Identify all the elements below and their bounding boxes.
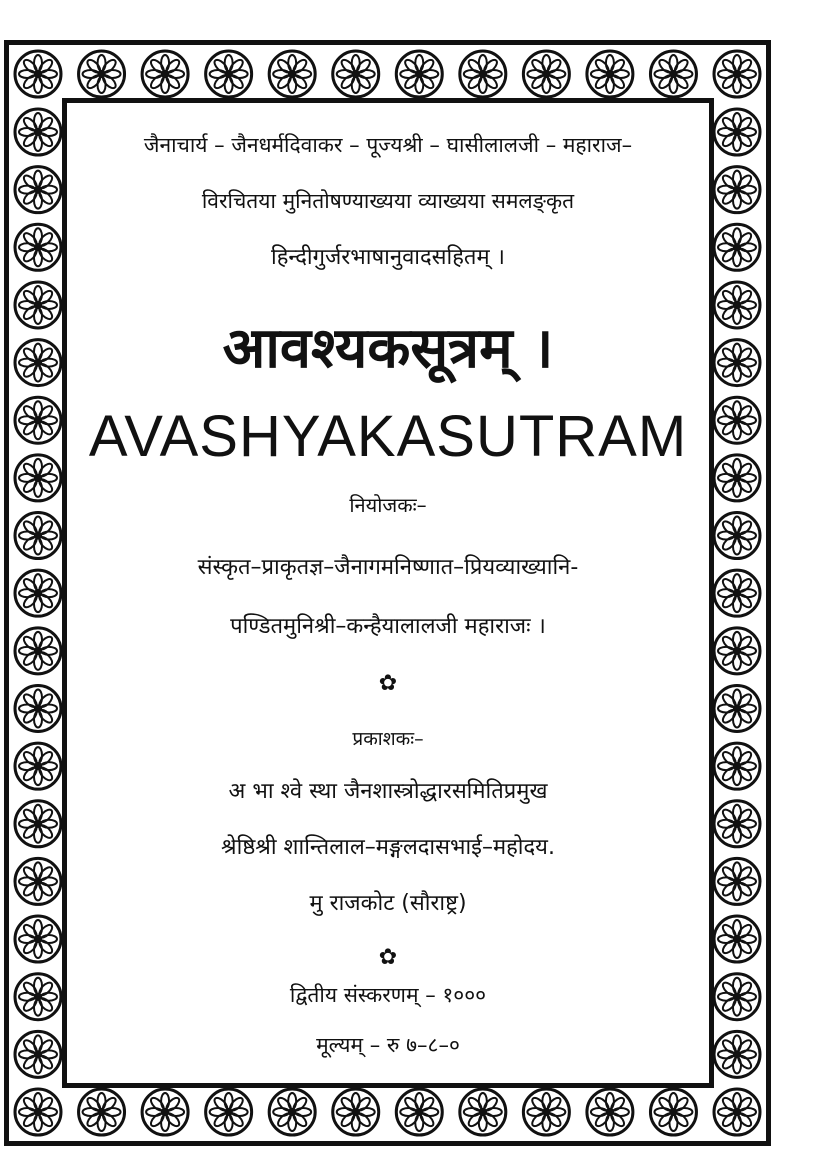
niyojaka-line-2: पण्डितमुनिश्री–कन्हैयालालजी महाराजः ।	[230, 614, 546, 639]
floral-medallion-icon	[15, 916, 61, 962]
floral-medallion-icon	[714, 167, 760, 213]
floral-medallion-icon	[333, 51, 379, 97]
floral-medallion-icon	[142, 1089, 188, 1135]
floral-medallion-icon	[15, 167, 61, 213]
floral-medallion-icon	[714, 282, 760, 328]
floral-medallion-icon	[15, 570, 61, 616]
prakashaka-label: प्रकाशकः–	[352, 728, 424, 750]
floral-medallion-icon	[15, 801, 61, 847]
floral-medallion-icon	[206, 51, 252, 97]
floral-medallion-icon	[333, 1089, 379, 1135]
floral-medallion-icon	[714, 974, 760, 1020]
price-line: मूल्यम् – रु ७–८–०	[316, 1033, 460, 1057]
floral-medallion-icon	[15, 224, 61, 270]
niyojaka-label: नियोजकः–	[349, 493, 427, 517]
floral-medallion-icon	[587, 1089, 633, 1135]
floral-medallion-icon	[714, 51, 760, 97]
floral-medallion-icon	[396, 1089, 442, 1135]
prakashaka-line-3: मु राजकोट (सौराष्ट्र)	[309, 891, 467, 916]
floral-medallion-icon	[15, 628, 61, 674]
floral-medallion-icon	[714, 340, 760, 386]
floral-medallion-icon	[15, 340, 61, 386]
floral-medallion-icon	[15, 455, 61, 501]
floral-medallion-icon	[460, 1089, 506, 1135]
flower-divider-icon: ✿	[378, 671, 398, 696]
floral-medallion-icon	[79, 1089, 125, 1135]
floral-medallion-icon	[142, 51, 188, 97]
floral-medallion-icon	[650, 51, 696, 97]
floral-medallion-icon	[714, 570, 760, 616]
floral-medallion-icon	[714, 801, 760, 847]
floral-medallion-icon	[714, 455, 760, 501]
prakashaka-line-2: श्रेष्ठिश्री शान्तिलाल–मङ्गलदासभाई–महोदय.	[221, 835, 555, 860]
floral-medallion-icon	[79, 51, 125, 97]
floral-medallion-icon	[269, 51, 315, 97]
floral-medallion-icon	[650, 1089, 696, 1135]
author-line-2: विरचितया मुनितोषण्याख्यया व्याख्यया समलङ्कृत	[201, 189, 575, 213]
prakashaka-line-1: अ भा श्वे स्था जैनशास्त्रोद्धारसमितिप्रमुख	[228, 779, 548, 804]
floral-medallion-icon	[714, 513, 760, 559]
floral-medallion-icon	[15, 513, 61, 559]
floral-medallion-icon	[714, 1089, 760, 1135]
title-page	[62, 98, 714, 1088]
floral-medallion-icon	[714, 224, 760, 270]
floral-medallion-icon	[15, 397, 61, 443]
edition-line: द्वितीय संस्करणम् – १०००	[289, 983, 487, 1007]
title-devanagari: आवश्यकसूत्रम् ।	[222, 316, 554, 381]
floral-medallion-icon	[396, 51, 442, 97]
niyojaka-line-1: संस्कृत–प्राकृतज्ञ–जैनागमनिष्णात–प्रियव्याख्यानि-	[197, 555, 579, 580]
author-line-1: जैनाचार्य – जैनधर्मदिवाकर – पूज्यश्री – घासीलालजी – महाराज–	[143, 133, 633, 157]
floral-medallion-icon	[15, 109, 61, 155]
floral-medallion-icon	[523, 1089, 569, 1135]
floral-medallion-icon	[15, 282, 61, 328]
flower-divider-icon: ✿	[378, 945, 398, 970]
floral-medallion-icon	[460, 51, 506, 97]
floral-medallion-icon	[714, 916, 760, 962]
title-english: AVASHYAKASUTRAM	[88, 404, 688, 469]
floral-medallion-icon	[714, 685, 760, 731]
floral-medallion-icon	[206, 1089, 252, 1135]
floral-medallion-icon	[587, 51, 633, 97]
floral-medallion-icon	[15, 1089, 61, 1135]
floral-medallion-icon	[523, 51, 569, 97]
floral-medallion-icon	[15, 743, 61, 789]
floral-medallion-icon	[714, 109, 760, 155]
floral-medallion-icon	[714, 858, 760, 904]
translation-line: हिन्दीगुर्जरभाषानुवादसहितम् ।	[271, 245, 505, 270]
floral-medallion-icon	[15, 51, 61, 97]
floral-medallion-icon	[714, 397, 760, 443]
floral-medallion-icon	[714, 628, 760, 674]
floral-medallion-icon	[15, 685, 61, 731]
floral-medallion-icon	[714, 743, 760, 789]
floral-medallion-icon	[15, 1031, 61, 1077]
floral-medallion-icon	[15, 858, 61, 904]
floral-medallion-icon	[714, 1031, 760, 1077]
floral-medallion-icon	[269, 1089, 315, 1135]
floral-medallion-icon	[15, 974, 61, 1020]
